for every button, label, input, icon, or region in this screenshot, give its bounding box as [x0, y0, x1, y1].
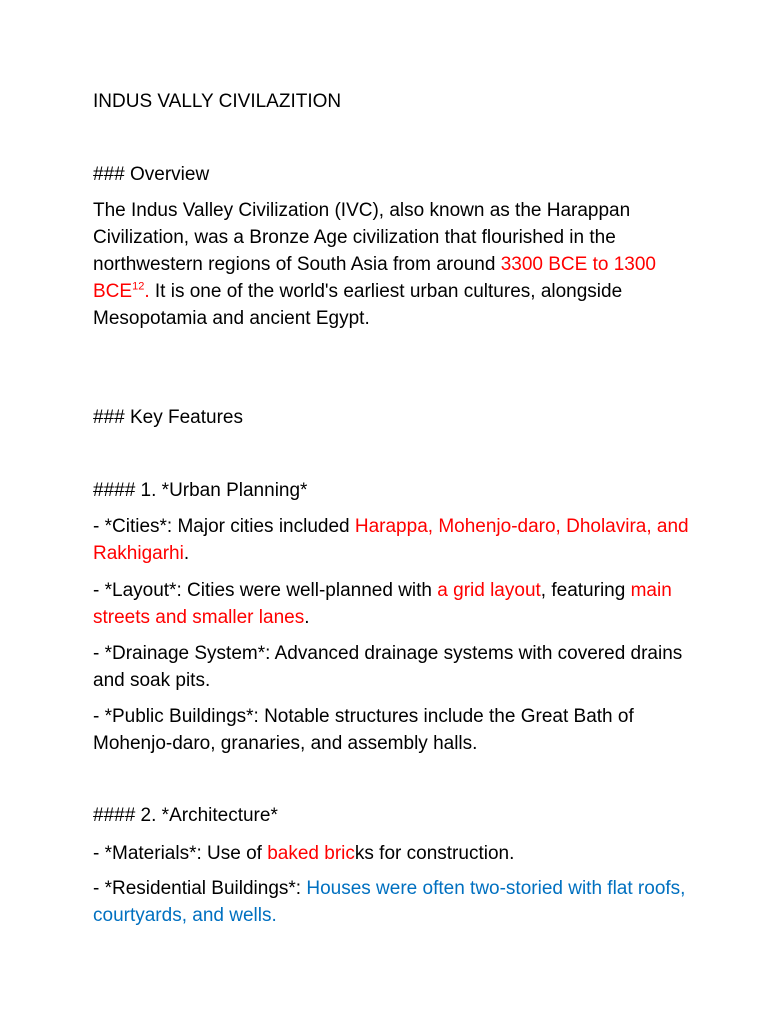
residential-label: - *Residential Buildings*:: [93, 878, 307, 899]
urban-planning-heading: #### 1. *Urban Planning*: [93, 480, 308, 501]
overview-period: .: [144, 281, 150, 302]
layout-label: - *Layout*: Cities were well-planned with: [93, 580, 438, 601]
layout-streets: main streets and smaller lanes: [93, 580, 672, 628]
public-buildings-item: - *Public Buildings*: Notable structures include the Great Bath of Mohenjo-daro, granaries, and assembly halls.: [93, 706, 634, 754]
overview-text-start: The Indus Valley Civilization (IVC), also known as the Harappan Civilization, was a Bronze Age civilization that flourished in the northwestern regions of South Asia from around: [93, 200, 631, 275]
drainage-item: - *Drainage System*: Advanced drainage systems with covered drains and soak pits.: [93, 643, 683, 691]
document-title: INDUS VALLY CIVILAZITION: [93, 91, 342, 112]
architecture-heading: #### 2. *Architecture*: [93, 805, 278, 826]
layout-mid: , featuring: [540, 580, 631, 601]
residential-highlight: Houses were often two-storied with flat roofs, courtyards, and wells.: [93, 878, 686, 926]
cities-list: Harappa, Mohenjo-daro, Dholavira, and Rakhigarhi: [93, 516, 689, 564]
cities-item: [93, 513, 693, 567]
overview-date-range: 3300 BCE to 1300 BCE: [93, 254, 656, 302]
layout-grid: a grid layout: [437, 580, 541, 601]
layout-item: [93, 577, 693, 631]
layout-end: .: [304, 607, 310, 628]
overview-paragraph: [93, 197, 693, 332]
overview-footnote: 12: [132, 280, 145, 293]
overview-text-end: It is one of the world's earliest urban cultures, alongside Mesopotamia and ancient Egypt.: [93, 281, 623, 329]
materials-end: ks for construction.: [354, 843, 515, 864]
materials-label: - *Materials*: Use of: [93, 843, 268, 864]
materials-item: [93, 840, 693, 867]
residential-item: [93, 875, 693, 929]
cities-label: - *Cities*: Major cities included: [93, 516, 355, 537]
overview-heading: ### Overview: [93, 164, 210, 185]
key-features-heading: ### Key Features: [93, 407, 243, 428]
materials-highlight: baked bric: [267, 843, 355, 864]
cities-end: .: [183, 543, 190, 564]
